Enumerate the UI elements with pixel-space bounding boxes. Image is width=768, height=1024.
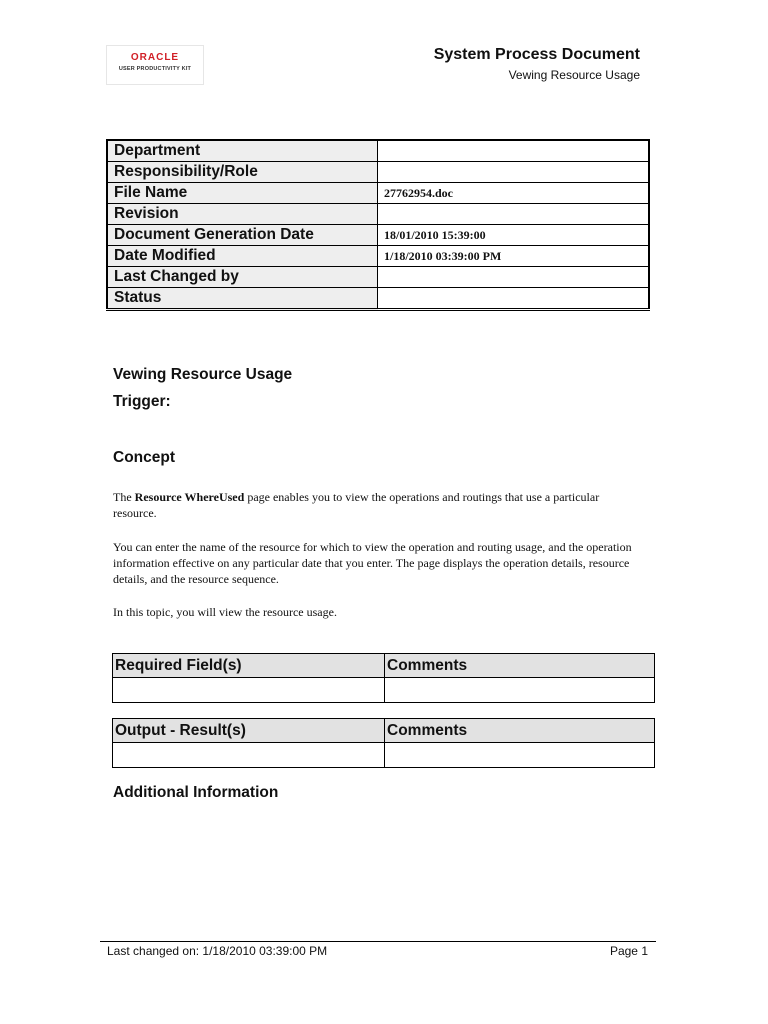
table-row (113, 678, 655, 703)
output-results-table (112, 718, 655, 768)
metadata-value (378, 267, 650, 288)
table-cell (113, 743, 385, 768)
concept-paragraph-2: You can enter the name of the resource for which to view the operation and routing usage, and the operation information effective on any particular date that you enter. The page displays the operation details, resource details, and the resource sequence. (113, 540, 632, 586)
footer-last-changed: Last changed on: 1/18/2010 03:39:00 PM (107, 944, 328, 958)
para1-suffix: page enables you to view the operations and routings that use a particular resource. (113, 490, 600, 520)
metadata-row-department (107, 140, 649, 162)
table-cell (385, 678, 655, 703)
document-metadata-table (106, 139, 650, 311)
logo-sub-text: USER PRODUCTIVITY KIT (118, 66, 192, 72)
metadata-value: 18/01/2010 15:39:00 (378, 225, 650, 246)
metadata-row-revision (107, 204, 649, 225)
metadata-value: 1/18/2010 03:39:00 PM (378, 246, 650, 267)
metadata-label: Date Modified (107, 246, 378, 267)
output-results-header: Output - Result(s) (113, 719, 385, 743)
concept-heading: Concept (113, 449, 175, 466)
comments-header: Comments (385, 719, 655, 743)
logo-brand-text: ORACLE (130, 52, 180, 63)
table-row (113, 743, 655, 768)
metadata-value (378, 288, 650, 310)
metadata-label: Status (107, 288, 378, 310)
table-header-row (113, 654, 655, 678)
metadata-row-generation-date (107, 225, 649, 246)
metadata-value (378, 162, 650, 183)
metadata-row-responsibility (107, 162, 649, 183)
document-subtitle: Vewing Resource Usage (508, 68, 640, 82)
metadata-row-file-name (107, 183, 649, 204)
comments-header: Comments (385, 654, 655, 678)
metadata-label: Last Changed by (107, 267, 378, 288)
table-cell (385, 743, 655, 768)
metadata-row-status (107, 288, 649, 310)
table-header-row (113, 719, 655, 743)
metadata-label: File Name (107, 183, 378, 204)
required-fields-header: Required Field(s) (113, 654, 385, 678)
required-fields-table (112, 653, 655, 703)
metadata-row-date-modified (107, 246, 649, 267)
section-title: Vewing Resource Usage (113, 366, 293, 383)
metadata-label: Department (107, 140, 378, 162)
metadata-value: 27762954.doc (378, 183, 650, 204)
metadata-label: Document Generation Date (107, 225, 378, 246)
metadata-value (378, 204, 650, 225)
trigger-heading: Trigger: (113, 393, 171, 410)
oracle-upk-logo (106, 45, 204, 85)
footer-page-number: Page 1 (609, 944, 648, 958)
concept-paragraph-3: In this topic, you will view the resource usage. (113, 605, 337, 619)
concept-paragraph-1 (113, 489, 643, 521)
table-cell (113, 678, 385, 703)
metadata-label: Revision (107, 204, 378, 225)
para1-prefix: The (113, 490, 135, 504)
resource-whereused-emphasis: Resource WhereUsed (134, 490, 245, 504)
additional-information-heading: Additional Information (113, 784, 279, 801)
metadata-value (378, 140, 650, 162)
document-title: System Process Document (433, 46, 640, 63)
metadata-row-last-changed-by (107, 267, 649, 288)
metadata-label: Responsibility/Role (107, 162, 378, 183)
footer-divider (100, 941, 656, 942)
